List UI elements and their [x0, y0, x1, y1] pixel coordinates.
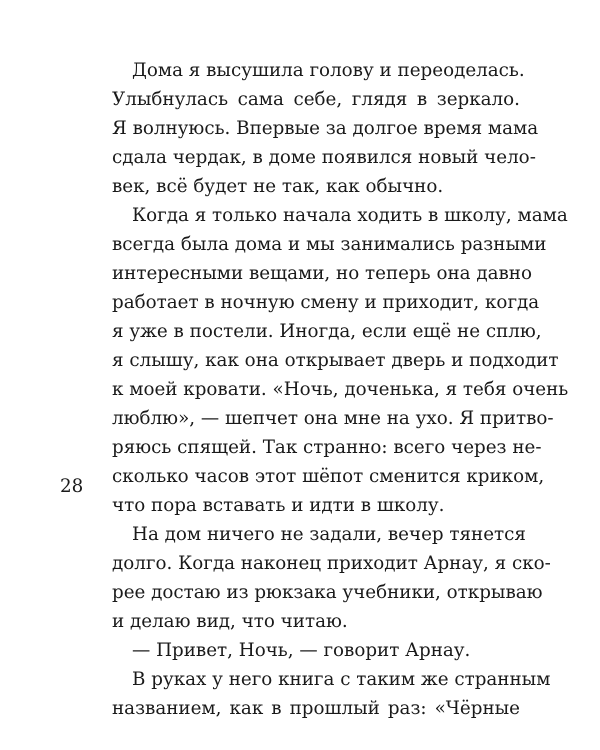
- text-line: всегда была дома и мы занимались разными: [112, 234, 547, 255]
- text-line: названием, как в прошлый раз: «Чёрные: [112, 698, 520, 719]
- text-line: я уже в постели. Иногда, если ещё не сплю,: [112, 321, 542, 342]
- text-line: — Привет, Ночь, — говорит Арнау.: [132, 640, 471, 661]
- text-line: я слышу, как она открывает дверь и подходит: [112, 350, 559, 371]
- text-line: век, всё будет не так, как обычно.: [112, 176, 444, 197]
- text-line: Улыбнулась сама себе, глядя в зеркало.: [112, 89, 520, 110]
- text-line: к моей кровати. «Ночь, доченька, я тебя очень: [112, 379, 569, 400]
- body-text: [112, 56, 569, 723]
- text-line: интересными вещами, но теперь она давно: [112, 263, 532, 284]
- text-line: ряюсь спящей. Так странно: всего через не-: [112, 437, 542, 458]
- page-number: 28: [60, 476, 84, 497]
- text-line: что пора вставать и идти в школу.: [112, 495, 445, 516]
- text-line: Когда я только начала ходить в школу, мама: [132, 205, 568, 226]
- text-line: сколько часов этот шёпот сменится криком,: [112, 466, 545, 487]
- text-line: Дома я высушила голову и переоделась.: [132, 60, 525, 81]
- text-line: В руках у него книга с таким же странным: [132, 669, 551, 690]
- text-line: Я волнуюсь. Впервые за долгое время мама: [112, 118, 539, 139]
- text-line: и делаю вид, что читаю.: [112, 611, 348, 632]
- text-line: долго. Когда наконец приходит Арнау, я ско-: [112, 553, 551, 574]
- text-line: люблю», — шепчет она мне на ухо. Я притво-: [112, 408, 554, 429]
- text-line: На дом ничего не задали, вечер тянется: [132, 524, 526, 545]
- text-line: сдала чердак, в доме появился новый чело-: [112, 147, 536, 168]
- text-line: работает в ночную смену и приходит, когда: [112, 292, 540, 313]
- text-line: рее достаю из рюкзака учебники, открываю: [112, 582, 543, 603]
